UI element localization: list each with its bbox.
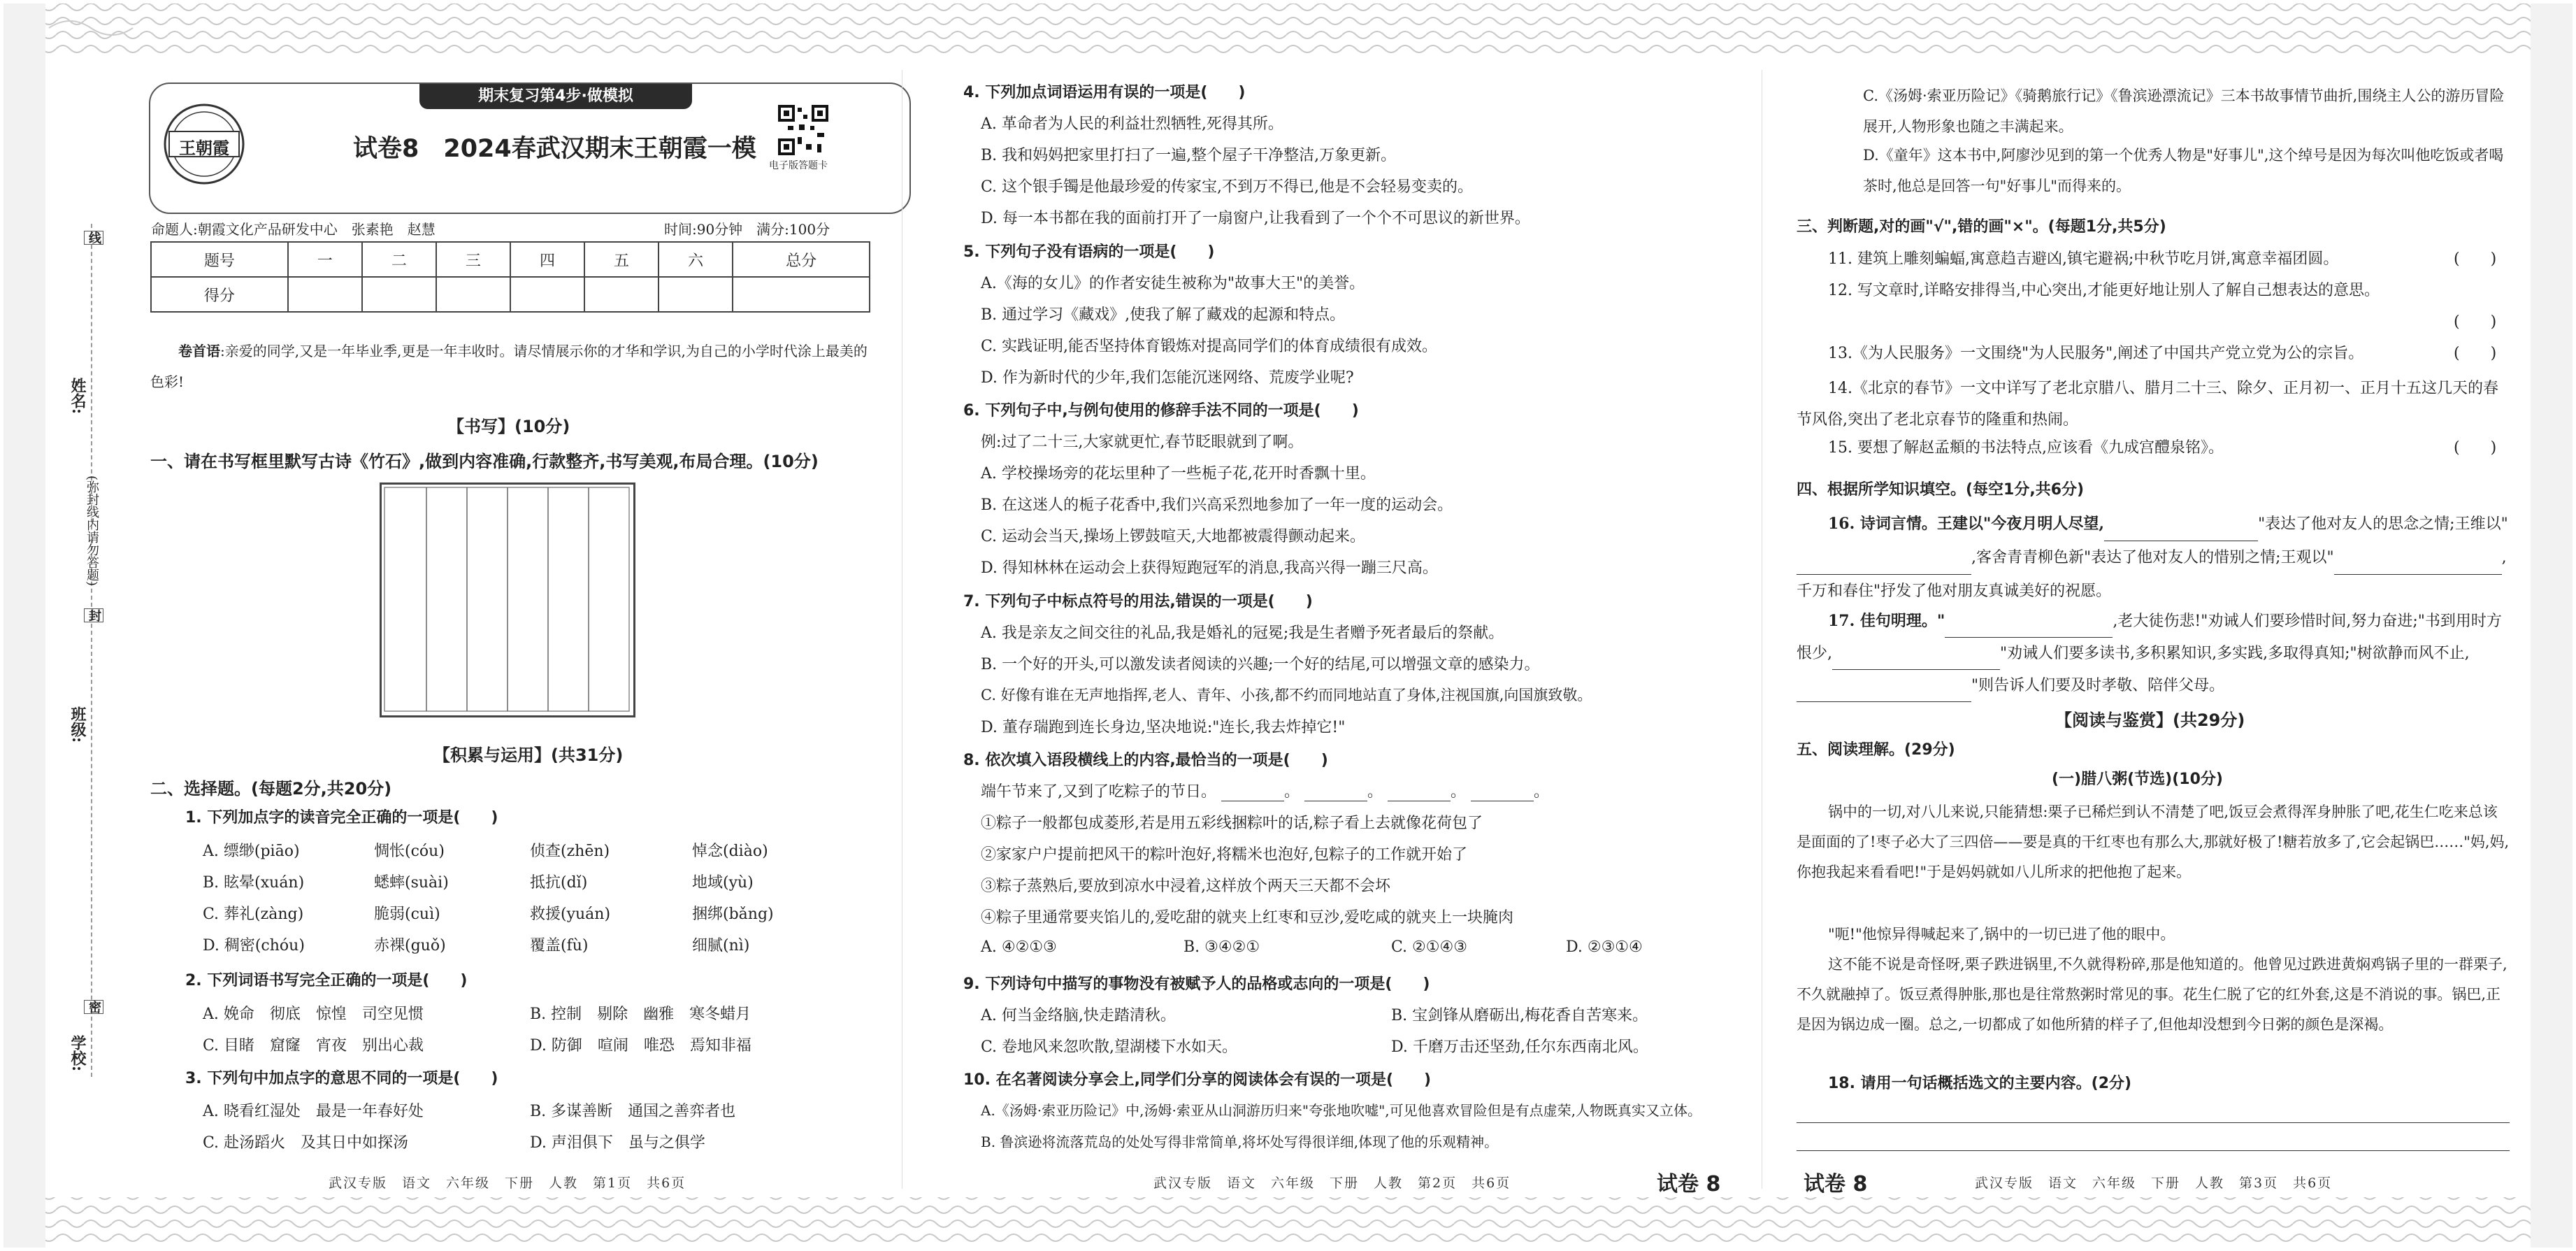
q17-d: "则告诉人们要及时孝敬、陪伴父母。 xyxy=(1971,677,2225,694)
q4-option[interactable]: B. 我和妈妈把家里打扫了一遍,整个屋子干净整洁,万象更新。 xyxy=(981,147,1397,164)
q8-blank[interactable] xyxy=(1221,784,1284,801)
school-label: 学校: xyxy=(69,1035,87,1072)
q16-blank[interactable] xyxy=(2104,524,2258,541)
score-header: 六 xyxy=(659,242,733,277)
passage-p3: 这不能不说是奇怪呀,栗子跌进锅里,不久就得粉碎,那是他知道的。他曾见过跌进黄焖鸡锅子里的一群栗子,不久就融掉了。饭豆煮得肿胀,那也是往常熬粥时常见的事。花生仁脱了它的红外套,这是不消说的事。锅巴,正是因为锅边成一圈。总之,一切都成了如他所猜的样子了,但他却没想到今日粥的颜色是深褐。 xyxy=(1797,956,2507,1033)
reading-section-title: 【阅读与鉴赏】(共29分) xyxy=(2055,710,2245,730)
q4-option[interactable]: A. 革命者为人民的利益壮烈牺牲,死得其所。 xyxy=(981,115,1283,133)
q3-option[interactable]: B. 多谋善断 通国之善弈者也 xyxy=(530,1103,736,1120)
q8-option[interactable]: D. ②③①④ xyxy=(1566,938,1643,956)
q1-option[interactable]: D. 稠密(chóu) xyxy=(203,937,305,955)
q1-option: 覆盖(fù) xyxy=(530,937,589,955)
q9-option[interactable]: B. 宝剑锋从磨砺出,梅花香自苦寒来。 xyxy=(1391,1007,1648,1024)
q6-option[interactable]: D. 得知林林在运动会上获得短跑冠军的消息,我高兴得一蹦三尺高。 xyxy=(981,559,1438,577)
q17-blank[interactable] xyxy=(1832,652,2000,670)
score-header: 总分 xyxy=(733,242,870,277)
q7-stem: 7. 下列句子中标点符号的用法,错误的一项是( ) xyxy=(963,593,1313,610)
q3-stem: 3. 下列句中加点字的意思不同的一项是( ) xyxy=(185,1070,498,1087)
q2-option[interactable]: D. 防御 喧闹 唯恐 焉知非福 xyxy=(530,1037,751,1055)
exam-authors: 命题人:朝霞文化产品研发中心 张素艳 赵慧 xyxy=(151,221,436,238)
q2-option[interactable]: B. 控制 剔除 幽雅 寒冬蜡月 xyxy=(530,1006,751,1023)
judge-paren[interactable]: ( ) xyxy=(2454,313,2497,331)
footer-page1: 武汉专版 语文 六年级 下册 人教 第1页 共6页 xyxy=(329,1175,686,1191)
q5-stem: 5. 下列句子没有语病的一项是( ) xyxy=(963,243,1215,261)
passage-p1: 锅中的一切,对八儿来说,只能猜想:栗子已稀烂到认不清楚了吧,饭豆会煮得浑身肿胀了吧,花生仁吃来总该是面面的了!枣子必大了三四倍——要是真的干红枣也有那么大,那就好极了!糖若放多了,它会起锅巴……"妈,妈,你抱我起来看看吧!"于是妈妈就如八儿所求的把他抱了起来。 xyxy=(1797,803,2510,880)
q10-option[interactable]: A.《汤姆·索亚历险记》中,汤姆·索亚从山洞游历归来"夸张地吹嘘",可见他喜欢冒险但是有点虚荣,人物既真实又立体。 xyxy=(981,1102,1701,1119)
judge-paren[interactable]: ( ) xyxy=(2454,250,2497,268)
q2-stem: 2. 下列词语书写完全正确的一项是( ) xyxy=(185,972,468,989)
q17-b: ,老大徒伤悲!"劝诫人们要珍惜时间,努力奋进;"书到用时方恨少, xyxy=(1797,613,2502,662)
q2-option[interactable]: C. 目睹 窟窿 宵夜 别出心裁 xyxy=(203,1037,424,1055)
q8-blank[interactable] xyxy=(1304,784,1367,801)
q2-option[interactable]: A. 娩命 彻底 惊惶 司空见惯 xyxy=(203,1006,424,1023)
q16 xyxy=(1797,507,2510,608)
q8-item: ④粽子里通常要夹馅儿的,爱吃甜的就夹上红枣和豆沙,爱吃咸的就夹上一块腌肉 xyxy=(981,909,1513,927)
seal-char-feng: 封 xyxy=(84,608,103,622)
q8-item: ③粽子蒸熟后,要放到凉水中浸着,这样放个两天三天都不会坏 xyxy=(981,878,1390,895)
intro-label: 卷首语 xyxy=(178,343,220,359)
qr-caption: 电子版答题卡 xyxy=(769,160,828,171)
q16-blank[interactable] xyxy=(1797,557,1971,575)
class-label: 班级: xyxy=(69,706,87,743)
q5-option[interactable]: C. 实践证明,能否坚持体育锻炼对提高同学们的体育成绩很有成效。 xyxy=(981,338,1438,355)
score-header: 四 xyxy=(510,242,584,277)
q1-option: 抵抗(dǐ) xyxy=(530,874,588,892)
q18-stem: 18. 请用一句话概括选文的主要内容。(2分) xyxy=(1828,1075,2132,1092)
score-header: 二 xyxy=(362,242,436,277)
q8-blank[interactable] xyxy=(1388,784,1451,801)
q6-example: 例:过了二十三,大家就更忙,春节眨眼就到了啊。 xyxy=(981,434,1304,451)
q9-option[interactable]: D. 千磨万击还坚劲,任尔东西南北风。 xyxy=(1391,1038,1648,1056)
q1-option: 细腻(nì) xyxy=(692,937,750,955)
writing-grid[interactable] xyxy=(380,482,635,717)
q1-stem: 1. 下列加点字的读音完全正确的一项是( ) xyxy=(185,809,498,827)
q16-b: "表达了他对友人的思念之情;王维以" xyxy=(2258,515,2508,533)
intro-paragraph: 卷首语:亲爱的同学,又是一年毕业季,更是一年丰收时。请尽情展示你的才华和学识,为自己的小学时代涂上最美的色彩! xyxy=(150,343,868,390)
q1-option: 惆怅(cóu) xyxy=(374,843,445,860)
seal-line xyxy=(91,224,92,1077)
review-banner: 期末复习第4步·做模拟 xyxy=(419,84,692,109)
q9-stem: 9. 下列诗句中描写的事物没有被赋予人的品格或志向的一项是( ) xyxy=(963,975,1430,993)
q8-stem: 8. 依次填入语段横线上的内容,最恰当的一项是( ) xyxy=(963,752,1328,769)
score-cell[interactable] xyxy=(436,277,510,312)
paper-tag-page2: 试卷 8 xyxy=(1657,1172,1721,1196)
q1-option[interactable]: B. 眩晕(xuán) xyxy=(203,874,305,892)
no-answer-note: (弥封线内请勿答题) xyxy=(85,476,99,587)
score-table xyxy=(150,241,870,313)
q3-option[interactable]: C. 赴汤蹈火 及其日中如探汤 xyxy=(203,1134,409,1152)
judge-item: 14.《北京的春节》一文中详写了老北京腊八、腊月二十三、除夕、正月初一、正月十五这几天的春节风俗,突出了老北京春节的隆重和热闹。 xyxy=(1797,380,2498,429)
q1-option: 蟋蟀(suài) xyxy=(374,874,449,892)
q4-option[interactable]: C. 这个银手镯是他最珍爱的传家宝,不到万不得已,他是不会轻易变卖的。 xyxy=(981,178,1474,196)
judge-item: 13.《为人民服务》一文围绕"为人民服务",阐述了中国共产党立党为公的宗旨。 xyxy=(1828,345,2364,362)
time-score: 时间:90分钟 满分:100分 xyxy=(664,221,830,238)
q18-answer-line[interactable] xyxy=(1797,1150,2510,1151)
passage-p2: "呃!"他惊异得喊起来了,锅中的一切已进了他的眼中。 xyxy=(1828,926,2175,943)
judge-paren[interactable]: ( ) xyxy=(2454,345,2497,362)
passage-title: (一)腊八粥(节选)(10分) xyxy=(2052,771,2223,788)
q1-option: 救援(yuán) xyxy=(530,906,611,923)
q8-option[interactable]: C. ②①④③ xyxy=(1391,938,1467,956)
q1-option: 地域(yù) xyxy=(692,874,754,892)
q9-option[interactable]: C. 卷地风来忽吹散,望湖楼下水如天。 xyxy=(981,1038,1238,1056)
judge-item: 15. 要想了解赵孟頫的书法特点,应该看《九成宫醴泉铭》。 xyxy=(1828,439,2224,457)
score-cell[interactable] xyxy=(733,277,870,312)
footer-page2: 武汉专版 语文 六年级 下册 人教 第2页 共6页 xyxy=(1153,1175,1511,1191)
q8-option[interactable]: A. ④②①③ xyxy=(981,938,1057,956)
fill-heading: 四、根据所学知识填空。(每空1分,共6分) xyxy=(1797,481,2085,499)
writing-question: 一、请在书写框里默写古诗《竹石》,做到内容准确,行款整齐,书写美观,布局合理。(10分) xyxy=(150,452,819,471)
q1-option: 捆绑(bǎng) xyxy=(692,906,774,923)
page-divider xyxy=(902,70,903,1189)
exam-title: 试卷8 2024春武汉期末王朝霞一模 xyxy=(353,135,756,163)
q17-a: 17. 佳句明理。" xyxy=(1828,612,1945,630)
brand-logo xyxy=(162,88,246,200)
q6-stem: 6. 下列句子中,与例句使用的修辞手法不同的一项是( ) xyxy=(963,402,1359,420)
q17-blank[interactable] xyxy=(1945,620,2113,638)
score-header: 一 xyxy=(288,242,362,277)
q3-option[interactable]: A. 晓看红湿处 最是一年春好处 xyxy=(203,1103,424,1120)
q16-blank[interactable] xyxy=(2334,557,2502,575)
q1-option: 悼念(diào) xyxy=(692,843,768,860)
q6-option[interactable]: B. 在这迷人的栀子花香中,我们兴高采烈地参加了一年一度的运动会。 xyxy=(981,496,1453,514)
q4-stem: 4. 下列加点词语运用有误的一项是( ) xyxy=(963,84,1246,101)
choice-heading: 二、选择题。(每题2分,共20分) xyxy=(150,779,392,799)
score-row-label: 得分 xyxy=(151,277,288,312)
q7-option[interactable]: A. 我是亲友之间交往的礼品,我是婚礼的冠冕;我是生者赠予死者最后的祭献。 xyxy=(981,624,1504,642)
writing-section-title: 【书写】(10分) xyxy=(447,417,570,436)
score-cell[interactable] xyxy=(510,277,584,312)
q10-option[interactable]: D.《童年》这本书中,阿廖沙见到的第一个优秀人物是"好事儿",这个绰号是因为每次叫他吃饭或者喝茶时,他总是回答一句"好事儿"而得来的。 xyxy=(1863,147,2504,194)
q1-option: 赤裸(guǒ) xyxy=(374,937,446,955)
score-cell[interactable] xyxy=(362,277,436,312)
q8-item: ②家家户户提前把风干的粽叶泡好,将糯米也泡好,包粽子的工作就开始了 xyxy=(981,846,1467,864)
q7-option[interactable]: B. 一个好的开头,可以激发读者阅读的兴趣;一个好的结尾,可以增强文章的感染力。 xyxy=(981,656,1540,673)
q16-d: ,千万和春住"抒发了他对朋友真诚美好的祝愿。 xyxy=(1797,549,2507,600)
score-cell[interactable] xyxy=(659,277,733,312)
q1-option: 侦查(zhēn) xyxy=(530,843,610,860)
q8-item: ①粽子一般都包成菱形,若是用五彩线捆粽叶的话,粽子看上去就像花荷包了 xyxy=(981,815,1483,832)
paper-tag-page3: 试卷 8 xyxy=(1804,1172,1868,1196)
score-cell[interactable] xyxy=(584,277,659,312)
q7-option[interactable]: D. 董存瑞跑到连长身边,坚决地说:"连长,我去炸掉它!" xyxy=(981,719,1346,736)
qr-code xyxy=(778,105,828,155)
judge-item: 12. 写文章时,详略安排得当,中心突出,才能更好地让别人了解自己想表达的意思。 xyxy=(1828,282,2380,299)
q17 xyxy=(1797,605,2510,702)
score-header: 题号 xyxy=(151,242,288,277)
score-header: 三 xyxy=(436,242,510,277)
logo-text: 王朝霞 xyxy=(179,138,229,158)
q7-option[interactable]: C. 好像有谁在无声地指挥,老人、青年、小孩,都不约而同地站直了身体,注视国旗,向国旗致敬。 xyxy=(981,687,1592,703)
page-divider xyxy=(1762,70,1763,1189)
q9-option[interactable]: A. 何当金络脑,快走踏清秋。 xyxy=(981,1007,1176,1024)
footer-page3: 武汉专版 语文 六年级 下册 人教 第3页 共6页 xyxy=(1975,1175,2333,1191)
score-header: 五 xyxy=(584,242,659,277)
q1-option: 脆弱(cuì) xyxy=(374,906,440,923)
q16-c: ,客舍青青柳色新"表达了他对友人的惜别之情;王观以" xyxy=(1971,549,2334,566)
q5-option[interactable]: B. 通过学习《藏戏》,使我了解了藏戏的起源和特点。 xyxy=(981,306,1346,324)
q1-option[interactable]: C. 葬礼(zàng) xyxy=(203,906,304,923)
reading-heading: 五、阅读理解。(29分) xyxy=(1797,741,1955,759)
usage-section-title: 【积累与运用】(共31分) xyxy=(433,745,624,765)
q4-option[interactable]: D. 每一本书都在我的面前打开了一扇窗户,让我看到了一个个不可思议的新世界。 xyxy=(981,210,1530,227)
q1-option[interactable]: A. 缥缈(piāo) xyxy=(203,843,300,860)
q6-option[interactable]: C. 运动会当天,操场上锣鼓喧天,大地都被震得颤动起来。 xyxy=(981,528,1366,545)
q8-lead: 端午节来了,又到了吃粽子的节日。 。 。 。 。 xyxy=(981,783,1550,801)
q5-option[interactable]: A.《海的女儿》的作者安徒生被称为"故事大王"的美誉。 xyxy=(981,275,1365,292)
judge-item: 11. 建筑上雕刻蝙蝠,寓意趋吉避凶,镇宅避祸;中秋节吃月饼,寓意幸福团圆。 xyxy=(1828,250,2339,268)
q8-blank[interactable] xyxy=(1471,784,1534,801)
q8-lead-text: 端午节来了,又到了吃粽子的节日。 xyxy=(981,783,1216,801)
seal-char-mi: 密 xyxy=(84,1000,103,1014)
q8-option[interactable]: B. ③④②① xyxy=(1183,938,1260,956)
judge-heading: 三、判断题,对的画"√",错的画"×"。(每题1分,共5分) xyxy=(1797,218,2166,236)
q10-option[interactable]: B. 鲁滨逊将流落荒岛的处处写得非常简单,将坏处写得很详细,体现了他的乐观精神。 xyxy=(981,1134,1499,1150)
q17-c: "劝诫人们要多读书,多积累知识,多实践,多取得真知;"树欲静而风不止, xyxy=(2000,645,2470,662)
judge-paren[interactable]: ( ) xyxy=(2454,439,2497,457)
q10-stem: 10. 在名著阅读分享会上,同学们分享的阅读体会有误的一项是( ) xyxy=(963,1071,1432,1089)
q5-option[interactable]: D. 作为新时代的少年,我们怎能沉迷网络、荒废学业呢? xyxy=(981,369,1354,387)
q18-answer-line[interactable] xyxy=(1797,1122,2510,1123)
score-cell[interactable] xyxy=(288,277,362,312)
seal-char-line: 线 xyxy=(84,231,103,245)
q10-option[interactable]: C.《汤姆·索亚历险记》《骑鹅旅行记》《鲁滨逊漂流记》三本书故事情节曲折,围绕主人公的游历冒险展开,人物形象也随之丰满起来。 xyxy=(1863,87,2505,135)
intro-text: 亲爱的同学,又是一年毕业季,更是一年丰收时。请尽情展示你的才华和学识,为自己的小学时代涂上最美的色彩! xyxy=(150,343,868,390)
q6-option[interactable]: A. 学校操场旁的花坛里种了一些栀子花,花开时香飘十里。 xyxy=(981,465,1376,482)
q17-blank[interactable] xyxy=(1797,685,1971,702)
name-label: 姓名: xyxy=(69,378,87,415)
q16-a: 16. 诗词言情。王建以"今夜月明人尽望, xyxy=(1828,515,2105,533)
q3-option[interactable]: D. 声泪俱下 虽与之俱学 xyxy=(530,1134,705,1152)
